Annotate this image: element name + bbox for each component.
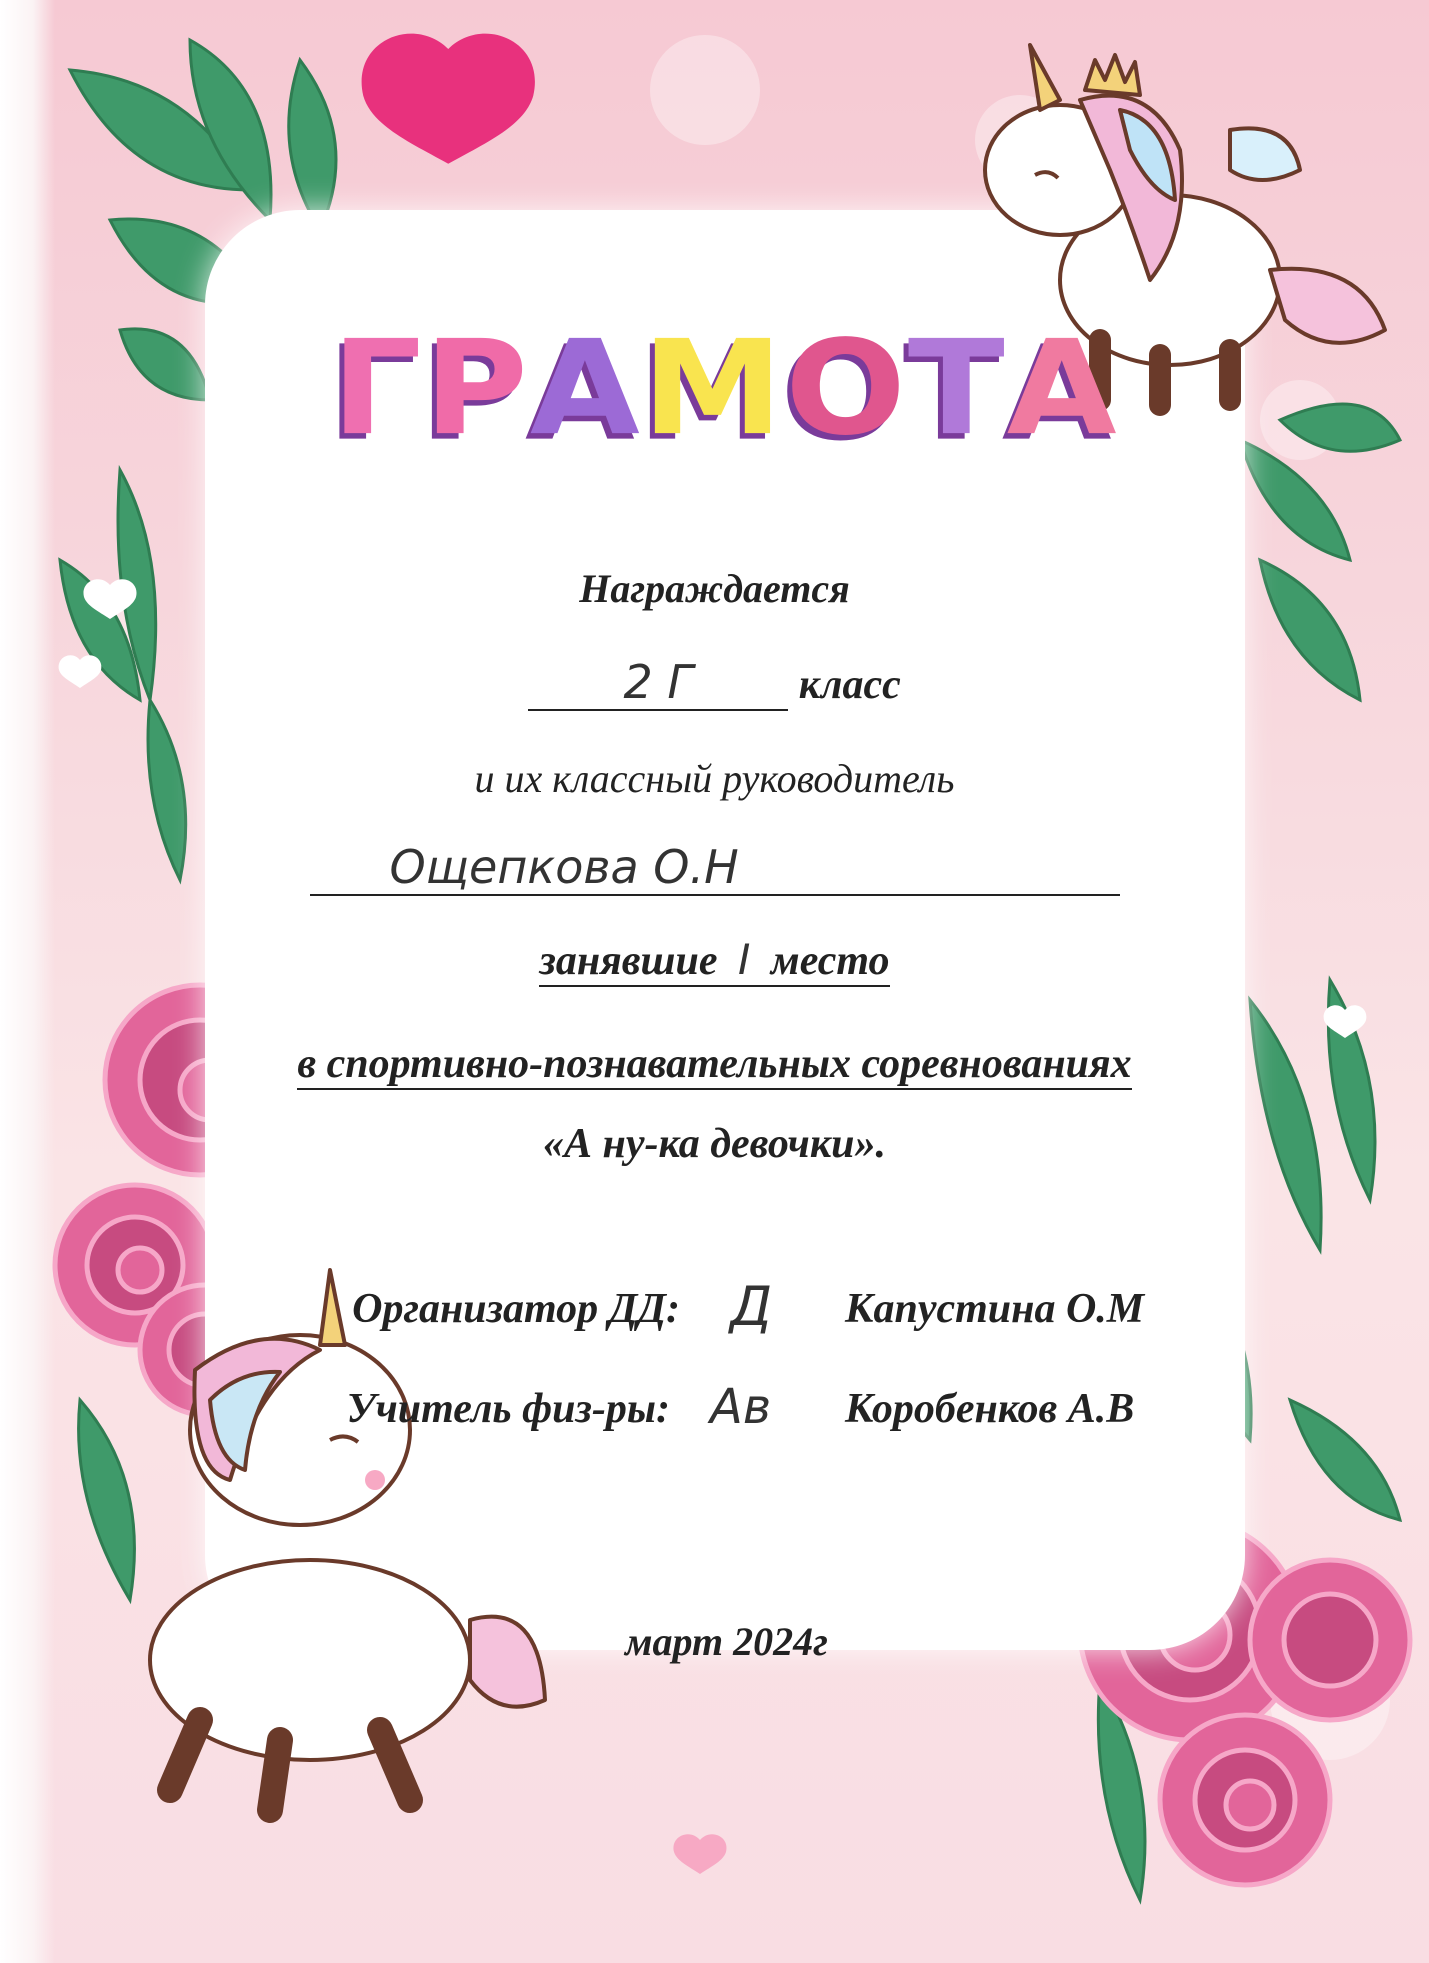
title-letter: М [641, 312, 786, 464]
title-letter: Г [331, 312, 424, 464]
teacher-label: и их классный руководитель [474, 756, 955, 801]
title-letter: А [529, 312, 642, 464]
competition-line [0, 1040, 1429, 1090]
place-value: I [738, 935, 751, 984]
class-value: 2 Г [528, 655, 788, 711]
place-underline [539, 935, 889, 987]
class-label: класс [798, 662, 901, 708]
place-prefix: занявшие [539, 938, 718, 984]
certificate-title [331, 312, 1119, 464]
organizer-role: Организатор ДД: [352, 1286, 680, 1332]
certificate-date: март 2024г [625, 1619, 828, 1664]
awarded-heading: Награждается [579, 566, 850, 611]
title-letter: Р [423, 312, 530, 464]
place-suffix: место [770, 938, 890, 984]
title-letter: О [785, 312, 908, 464]
title-letter: А [1006, 312, 1119, 464]
teacher-name: Ощепкова О.Н [310, 840, 1120, 896]
teacher-line [0, 840, 1429, 896]
pe-teacher-signature: Ав [710, 1379, 772, 1435]
organizer-signature: Д [730, 1275, 773, 1338]
competition-text: в спортивно-познавательных соревнованиях [297, 1040, 1131, 1090]
pe-teacher-name: Коробенков А.В [845, 1386, 1135, 1432]
organizer-name: Капустина О.М [845, 1286, 1145, 1332]
event-name: «А ну-ка девочки». [543, 1121, 886, 1167]
class-line [0, 655, 1429, 711]
title-letter: Т [907, 312, 1007, 464]
place-line [0, 935, 1429, 987]
pe-teacher-role: Учитель физ-ры: [346, 1386, 670, 1432]
